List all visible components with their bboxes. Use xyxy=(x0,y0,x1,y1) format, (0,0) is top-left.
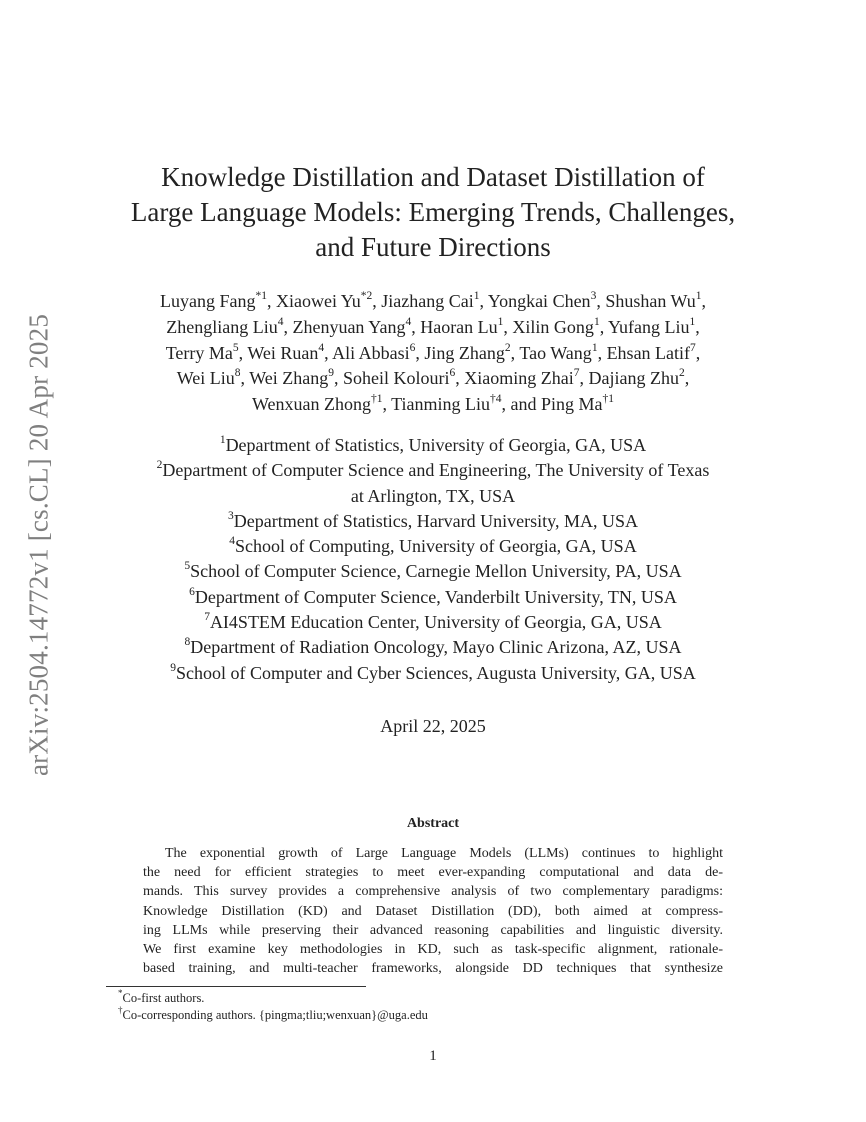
author-affiliation-mark: 4 xyxy=(405,315,412,328)
author-separator: , xyxy=(695,316,700,337)
footnote-co-first xyxy=(118,987,428,1007)
author-separator: , and xyxy=(501,394,542,415)
author-separator: , xyxy=(596,291,606,311)
author-affiliation-mark: †1 xyxy=(602,393,615,406)
affiliation-text: AI4STEM Education Center, University of Georgia, GA, USA xyxy=(209,612,662,633)
author-line xyxy=(70,315,796,341)
affiliation-text: Department of Statistics, University of Georgia, GA, USA xyxy=(225,435,647,455)
author-name: Dajiang Zhu xyxy=(588,368,679,389)
affiliation-list xyxy=(70,433,796,686)
author-name: Zhenyuan Yang xyxy=(292,316,406,337)
author-name: Zhengliang Liu xyxy=(166,316,278,337)
author-separator: , xyxy=(695,342,701,363)
author-name: Terry Ma xyxy=(165,342,233,363)
publication-date: April 22, 2025 xyxy=(380,716,486,736)
title-line: Knowledge Distillation and Dataset Distillation of xyxy=(161,162,705,192)
author-name: Wei Liu xyxy=(176,368,235,389)
paper-title xyxy=(70,160,796,265)
author-affiliation-mark: †4 xyxy=(490,393,502,406)
title-line: Large Language Models: Emerging Trends, Challenges, xyxy=(130,197,736,227)
author-name: Soheil Kolouri xyxy=(343,368,450,389)
title-line: and Future Directions xyxy=(315,232,551,262)
author-affiliation-mark: 5 xyxy=(232,341,239,354)
affiliation-line xyxy=(70,509,796,534)
author-name: Tao Wang xyxy=(519,342,592,363)
affiliation-line xyxy=(70,534,796,559)
author-affiliation-mark: 4 xyxy=(318,341,325,354)
author-separator: , xyxy=(503,316,513,337)
author-name: Shushan Wu xyxy=(605,291,696,311)
affiliation-mark: 3 xyxy=(227,509,234,522)
author-separator: , xyxy=(684,368,690,389)
author-affiliation-mark: 8 xyxy=(234,367,241,380)
author-name: Xilin Gong xyxy=(512,316,594,337)
author-separator: , xyxy=(479,291,488,311)
author-line xyxy=(70,392,796,418)
author-affiliation-mark: 3 xyxy=(590,290,597,302)
author-name: Luyang Fang xyxy=(159,291,256,311)
footnote-text: Co-corresponding authors. {pingma;tliu;wenxuan}@uga.edu xyxy=(122,1008,428,1022)
author-name: Jiazhang Cai xyxy=(381,291,474,311)
arxiv-identifier-stamp: arXiv:2504.14772v1 [cs.CL] 20 Apr 2025 xyxy=(23,313,54,777)
footnotes xyxy=(118,987,428,1024)
affiliation-line xyxy=(70,484,796,509)
abstract-line: ing LLMs while preserving their advanced reasoning capabilities and linguistic diversity. xyxy=(143,922,723,938)
author-affiliation-mark: 2 xyxy=(678,367,685,380)
author-separator: , xyxy=(411,316,421,337)
affiliation-line xyxy=(70,661,796,686)
affiliation-line xyxy=(70,433,796,458)
author-list xyxy=(70,289,796,418)
affiliation-line xyxy=(70,610,796,635)
affiliation-text: School of Computing, University of Georgia, GA, USA xyxy=(235,536,637,557)
affiliation-line xyxy=(70,458,796,483)
footnote-text: Co-first authors. xyxy=(122,991,205,1005)
author-line xyxy=(70,341,796,367)
author-name: Haoran Lu xyxy=(420,316,498,337)
author-affiliation-mark: 1 xyxy=(591,341,598,354)
author-affiliation-mark: 1 xyxy=(497,315,504,328)
author-affiliation-mark: *2 xyxy=(360,290,373,302)
abstract-body xyxy=(143,844,723,978)
author-separator: , xyxy=(579,368,589,389)
affiliation-mark: 8 xyxy=(184,636,191,649)
author-name: Xiaowei Yu xyxy=(275,291,361,311)
affiliation-text: Department of Radiation Oncology, Mayo Clinic Arizona, AZ, USA xyxy=(190,637,682,658)
abstract-line: mands. This survey provides a comprehensive analysis of two complementary paradigms: xyxy=(143,884,723,900)
affiliation-text: Department of Statistics, Harvard University, MA, USA xyxy=(233,510,638,531)
abstract-line: based training, and multi-teacher frameworks, alongside DD techniques that synthesize xyxy=(143,961,723,977)
author-affiliation-mark: 1 xyxy=(473,290,480,302)
author-separator: , xyxy=(372,291,382,311)
affiliation-mark: 2 xyxy=(156,459,163,472)
author-separator: , xyxy=(324,342,333,363)
footnote-mark: † xyxy=(118,1004,123,1015)
abstract-line: We first examine key methodologies in KD, such as task-specific alignment, rationale- xyxy=(143,942,723,958)
author-name: Wei Ruan xyxy=(247,342,319,363)
affiliation-mark: 9 xyxy=(170,661,176,674)
author-separator: , xyxy=(240,368,250,389)
author-separator: , xyxy=(510,342,520,363)
author-affiliation-mark: 6 xyxy=(449,367,456,380)
author-separator: , xyxy=(455,368,465,389)
author-affiliation-mark: *1 xyxy=(255,290,267,302)
author-separator: , xyxy=(415,342,425,363)
author-affiliation-mark: †1 xyxy=(370,393,383,406)
author-name: Ehsan Latif xyxy=(606,342,691,363)
author-affiliation-mark: 1 xyxy=(689,315,696,328)
author-affiliation-mark: 9 xyxy=(328,367,335,380)
author-name: Yufang Liu xyxy=(608,316,690,337)
author-separator: , xyxy=(599,316,609,337)
affiliation-mark: 7 xyxy=(204,611,210,624)
affiliation-mark: 5 xyxy=(184,560,191,573)
author-line xyxy=(70,289,796,315)
author-affiliation-mark: 1 xyxy=(695,290,702,302)
author-affiliation-mark: 1 xyxy=(593,315,600,328)
author-affiliation-mark: 6 xyxy=(409,341,416,354)
author-affiliation-mark: 2 xyxy=(504,341,511,354)
footnote-co-corresponding xyxy=(118,1004,428,1024)
author-line xyxy=(70,366,796,392)
author-separator: , xyxy=(597,342,607,363)
footnote-divider xyxy=(106,986,366,987)
author-name: Ping Ma xyxy=(541,394,603,415)
affiliation-mark: 4 xyxy=(229,535,236,548)
author-name: Yongkai Chen xyxy=(487,291,591,311)
abstract-line: Knowledge Distillation (KD) and Dataset Distillation (DD), both aimed at compress- xyxy=(143,903,723,919)
footnote-mark: * xyxy=(118,987,123,998)
author-separator: , xyxy=(701,291,707,311)
affiliation-text: at Arlington, TX, USA xyxy=(350,485,516,506)
author-name: Tianming Liu xyxy=(391,394,491,415)
abstract-line: the need for efficient strategies to meet ever-expanding computational and data de- xyxy=(143,865,723,881)
affiliation-line xyxy=(70,635,796,660)
author-affiliation-mark: 7 xyxy=(690,341,696,354)
author-affiliation-mark: 7 xyxy=(573,367,580,380)
affiliation-mark: 6 xyxy=(189,585,195,598)
author-separator: , xyxy=(334,368,344,389)
affiliation-text: School of Computer Science, Carnegie Mellon University, PA, USA xyxy=(190,561,682,582)
affiliation-text: Department of Computer Science, Vanderbilt University, TN, USA xyxy=(194,586,677,607)
author-separator: , xyxy=(382,394,392,415)
author-separator: , xyxy=(283,316,293,337)
author-separator: , xyxy=(266,291,276,311)
author-name: Wenxuan Zhong xyxy=(251,394,371,415)
author-affiliation-mark: 4 xyxy=(277,315,284,328)
affiliation-text: Department of Computer Science and Engineering, The University of Texas xyxy=(162,460,710,481)
author-name: Wei Zhang xyxy=(249,368,329,389)
author-name: Jing Zhang xyxy=(424,342,505,363)
affiliation-line xyxy=(70,585,796,610)
affiliation-text: School of Computer and Cyber Sciences, Augusta University, GA, USA xyxy=(175,662,696,683)
author-name: Ali Abbasi xyxy=(332,342,410,363)
page-number: 1 xyxy=(429,1048,437,1064)
abstract-heading: Abstract xyxy=(406,816,460,831)
author-name: Xiaoming Zhai xyxy=(464,368,574,389)
affiliation-line xyxy=(70,559,796,584)
abstract-line: The exponential growth of Large Language Models (LLMs) continues to highlight xyxy=(165,846,723,861)
affiliation-mark: 1 xyxy=(219,434,226,446)
author-separator: , xyxy=(238,342,248,363)
